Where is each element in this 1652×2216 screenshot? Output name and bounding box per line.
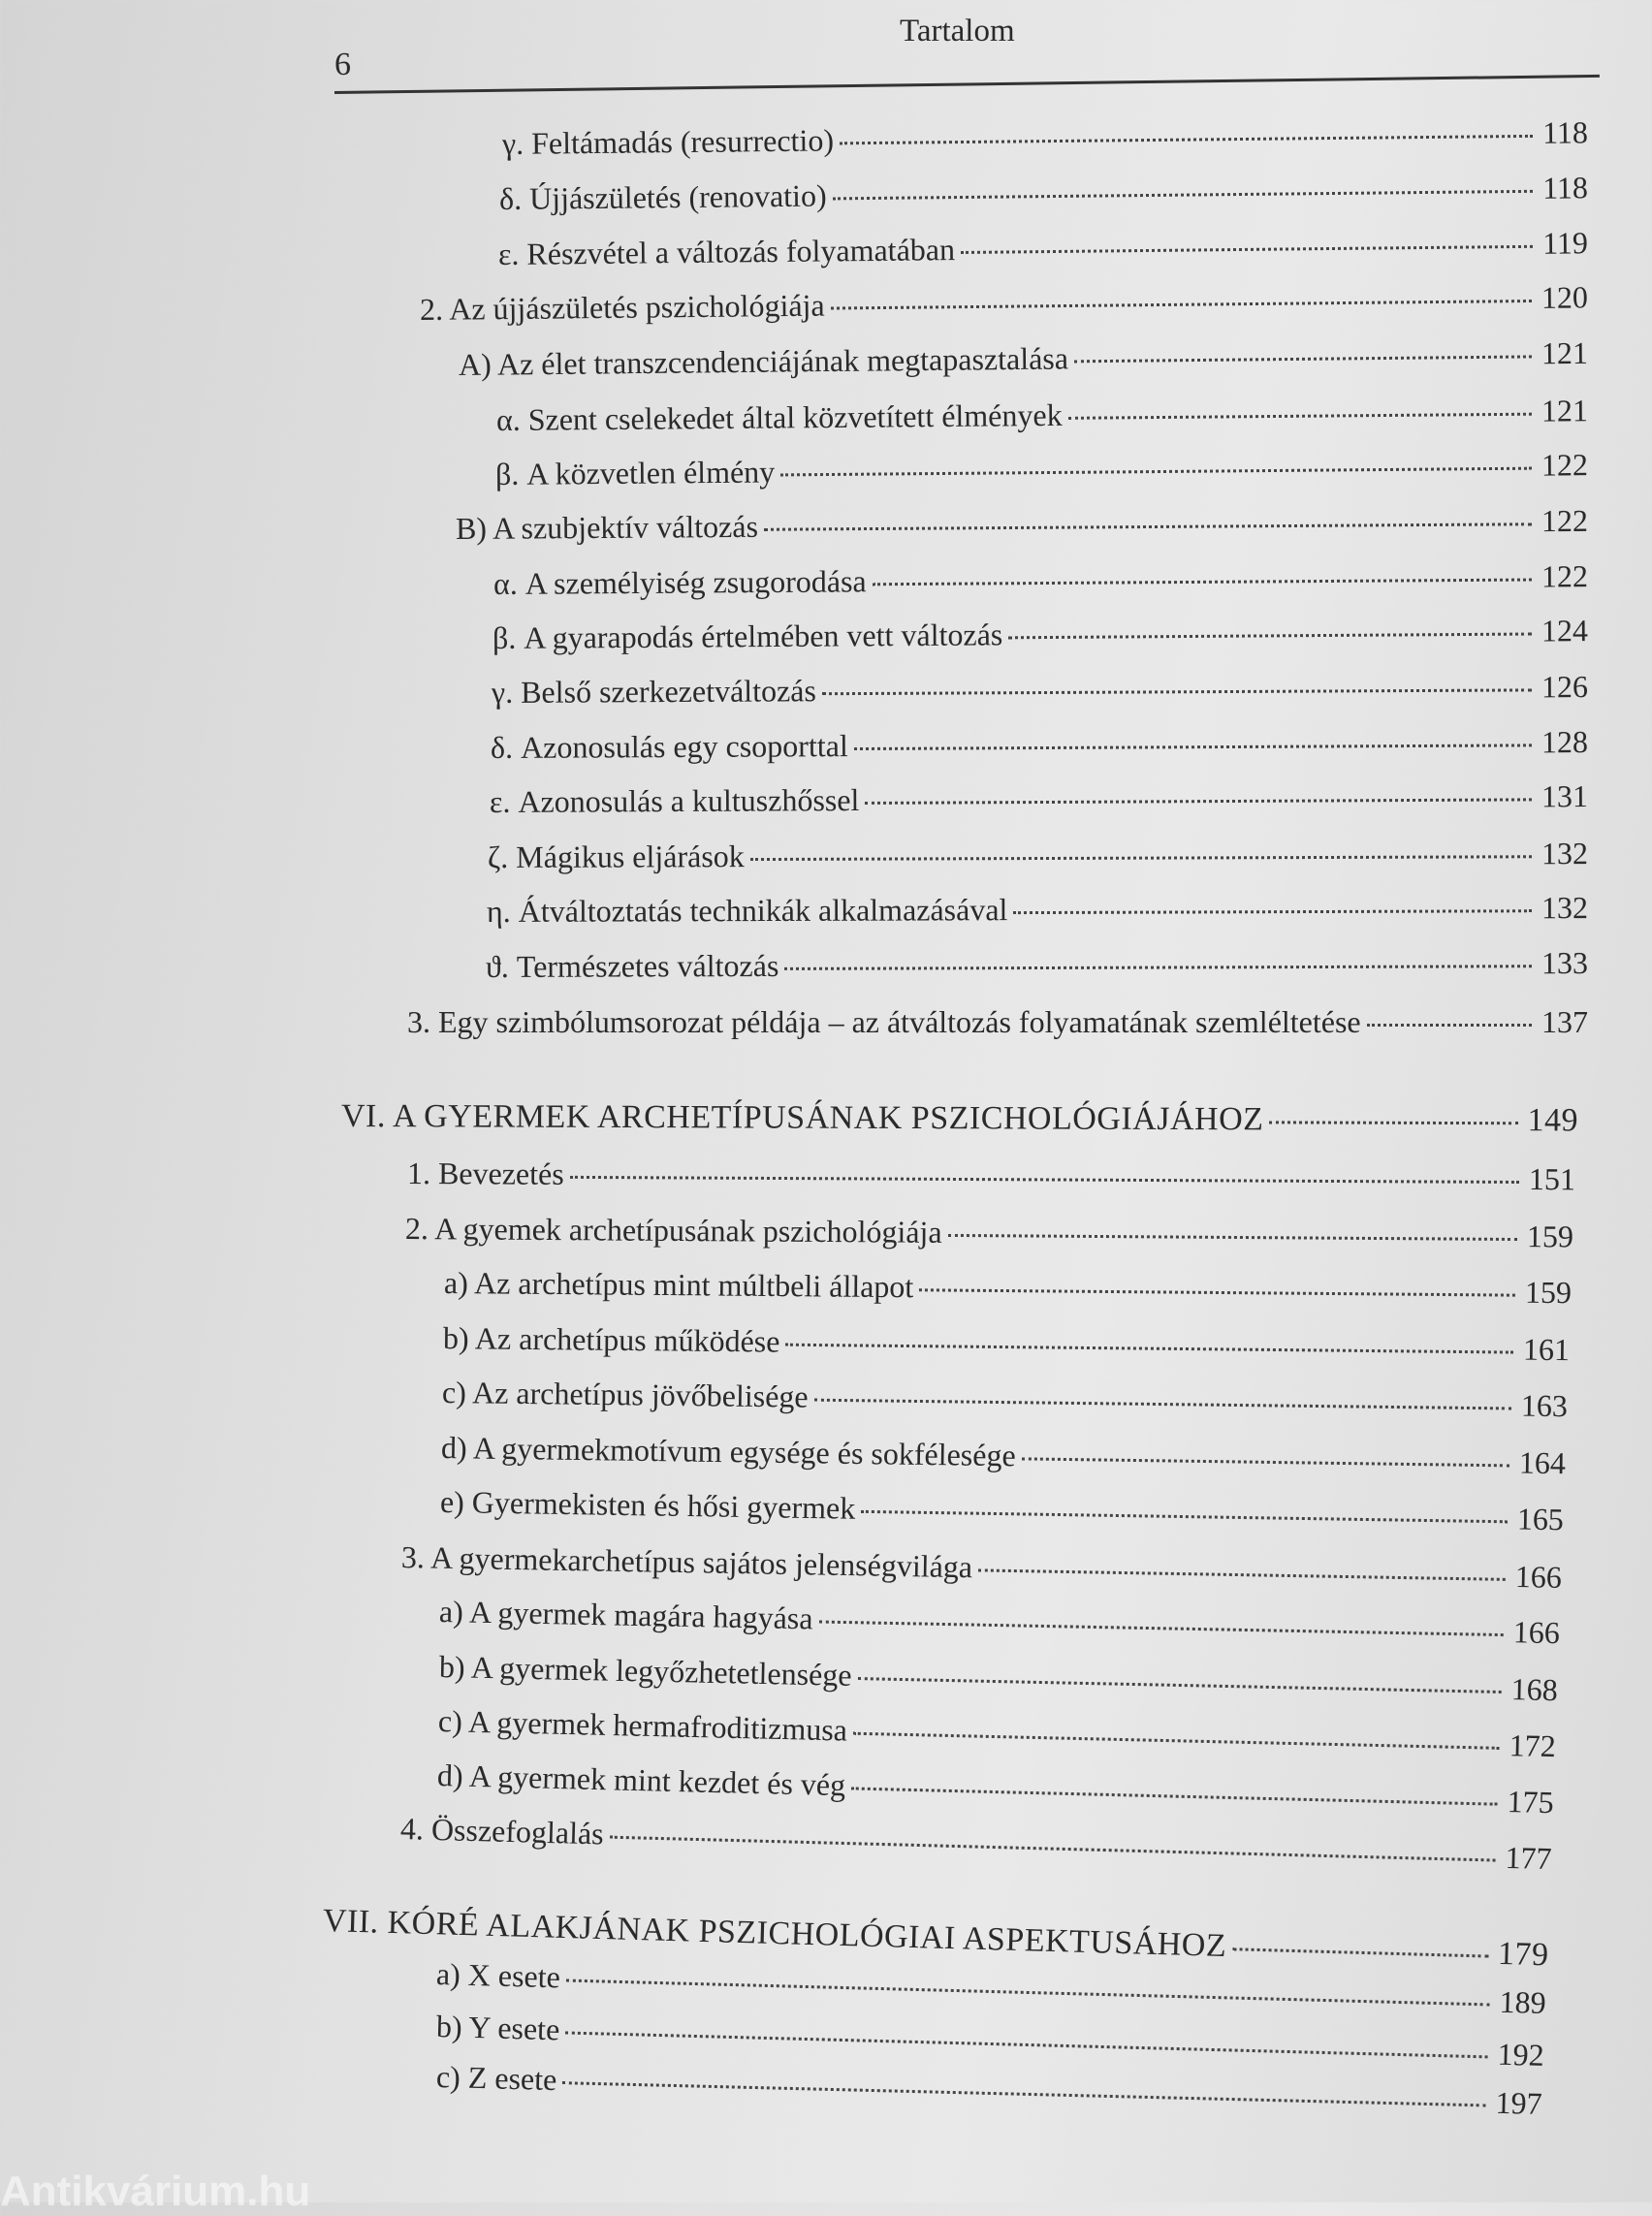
toc-entry: A) Az élet transzcendenciájának megtapasztalása 121 — [458, 334, 1589, 382]
toc-entry: b) Y esete 192 — [435, 2009, 1545, 2073]
toc-entry: 2. A gyemek archetípusának pszichológiája 159 — [404, 1211, 1574, 1254]
toc-entry: η. Átváltoztatás technikák alkalmazásával 132 — [486, 890, 1589, 929]
toc-entry: 2. Az újjászületés pszichológiája 120 — [419, 279, 1589, 327]
toc-entry: β. A közvetlen élmény 122 — [494, 447, 1589, 491]
chapter-heading: VI. A GYERMEK ARCHETÍPUSÁNAK PSZICHOLÓGIÁJÁHOZ 149 — [340, 1098, 1579, 1139]
toc-entry: ϑ. Természetes változás 133 — [485, 945, 1589, 984]
toc-entry: a) X esete 189 — [435, 1956, 1547, 2020]
toc-entry: α. Szent cselekedet által közvetített élmények 121 — [495, 393, 1589, 437]
toc-entry: b) A gyermek legyőzhetetlensége 168 — [438, 1649, 1559, 1708]
toc-entry: a) A gyermek magára hagyása 166 — [438, 1594, 1561, 1651]
toc-entry: 3. A gyermekarchetípus sajátos jelenségvilága 166 — [400, 1539, 1563, 1595]
toc-entry: δ. Újjászületés (renovatio) 118 — [498, 170, 1589, 216]
watermark: Antikvárium.hu — [0, 2168, 311, 2215]
toc-entry: b) Az archetípus működése 161 — [442, 1320, 1571, 1368]
toc-entry: α. A személyiség zsugorodása 122 — [492, 558, 1589, 601]
header-rule — [334, 75, 1600, 94]
page-number: 6 — [334, 47, 351, 82]
toc-entry: 3. Egy szimbólumsorozat példája – az átváltozás folyamatának szemléltetése 137 — [407, 1004, 1588, 1039]
toc-entry: 4. Összefoglalás 177 — [399, 1811, 1553, 1877]
toc-entry: c) Z esete 197 — [435, 2059, 1543, 2121]
running-header: Tartalom — [900, 14, 1015, 48]
toc-entry: β. A gyarapodás értelmében vett változás 124 — [492, 613, 1589, 655]
toc-entry: γ. Belső szerkezetváltozás 126 — [491, 669, 1589, 710]
toc-entry: d) A gyermekmotívum egysége és sokfélesége 164 — [440, 1430, 1567, 1481]
toc-entry: c) A gyermek hermafroditizmusa 172 — [437, 1703, 1557, 1764]
toc-entry: 1. Bevezetés 151 — [406, 1155, 1576, 1197]
toc-entry: e) Gyermekisten és hősi gyermek 165 — [439, 1484, 1565, 1537]
toc-entry: ε. Azonosulás a kultuszhőssel 131 — [489, 778, 1589, 819]
toc-entry: ε. Részvétel a változás folyamatában 119 — [497, 225, 1589, 271]
toc-entry: δ. Azonosulás egy csoporttal 128 — [490, 724, 1589, 765]
toc-entry: a) Az archetípus mint múltbeli állapot 159 — [443, 1265, 1573, 1311]
toc-entry: d) A gyermek mint kezdet és vég 175 — [436, 1757, 1555, 1820]
toc-entry: c) Az archetípus jövőbelisége 163 — [441, 1375, 1569, 1424]
toc-entry: B) A szubjektív változás 122 — [455, 502, 1589, 546]
toc-entry: γ. Feltámadás (resurrectio) 118 — [501, 114, 1589, 161]
toc-entry: ζ. Mágikus eljárások 132 — [487, 836, 1589, 874]
chapter-heading: VII. KÓRÉ ALAKJÁNAK PSZICHOLÓGIAI ASPEKTUSÁHOZ 179 — [322, 1903, 1550, 1974]
